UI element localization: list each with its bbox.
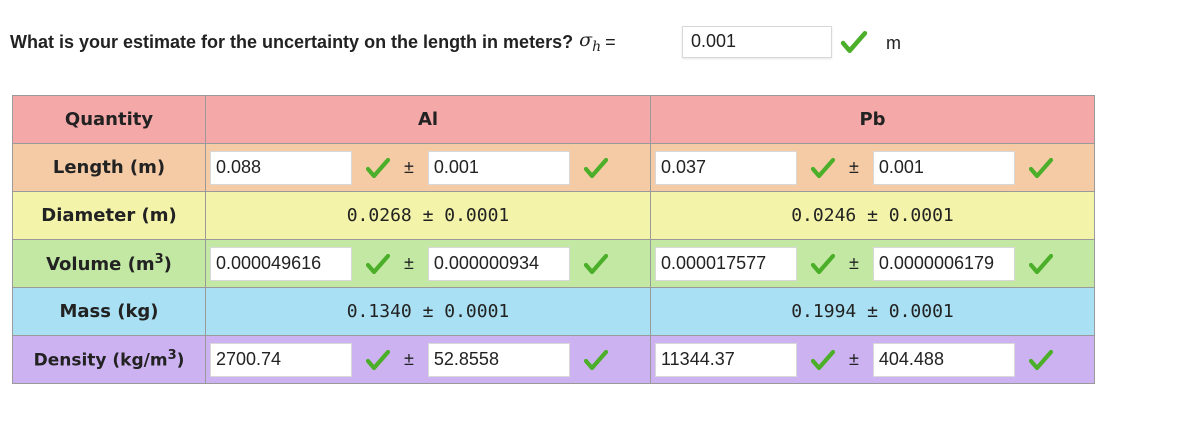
results-table [12, 95, 1095, 384]
pb-length-uncertainty-input[interactable]: 0.001 [873, 151, 1015, 185]
unit-label: m [886, 33, 901, 53]
check-icon [366, 157, 390, 179]
diameter-label: Diameter (m) [13, 192, 206, 240]
check-icon [811, 253, 835, 275]
volume-row [13, 240, 1095, 288]
al-length-uncertainty-input[interactable]: 0.001 [428, 151, 570, 185]
volume-label: Volume $(m^3)$ [13, 240, 206, 288]
al-density-input[interactable]: 2700.74 [210, 343, 352, 377]
plus-minus: ± [849, 157, 859, 177]
density-row [13, 336, 1095, 384]
al-diameter-value: 0.0268 ± 0.0001 [206, 192, 651, 240]
pb-diameter-value: 0.0246 ± 0.0001 [651, 192, 1095, 240]
al-volume-uncertainty-input[interactable]: 0.000000934 [428, 247, 570, 281]
check-icon [840, 30, 868, 54]
check-icon [584, 349, 608, 371]
check-icon [1029, 349, 1053, 371]
pb-density-uncertainty-input[interactable]: 404.488 [873, 343, 1015, 377]
plus-minus: ± [849, 349, 859, 369]
length-row [13, 144, 1095, 192]
pb-mass-value: 0.1994 ± 0.0001 [651, 288, 1095, 336]
mass-label: Mass (kg) [13, 288, 206, 336]
al-density-uncertainty-input[interactable]: 52.8558 [428, 343, 570, 377]
header-row [13, 96, 1095, 144]
plus-minus: ± [849, 253, 859, 273]
check-icon [1029, 157, 1053, 179]
check-icon [811, 157, 835, 179]
density-label: Density $(kg/m^3)$ [13, 336, 206, 384]
header-quantity: Quantity [13, 96, 206, 144]
mass-row [13, 288, 1095, 336]
pb-density-input[interactable]: 11344.37 [655, 343, 797, 377]
question-text: What is your estimate for the uncertainty on the length in meters? [10, 31, 574, 52]
uncertainty-length-input[interactable]: 0.001 [682, 26, 832, 58]
check-icon [366, 349, 390, 371]
header-al: Al [206, 96, 651, 144]
check-icon [584, 253, 608, 275]
al-mass-value: 0.1340 ± 0.0001 [206, 288, 651, 336]
pb-length-input[interactable]: 0.037 [655, 151, 797, 185]
sigma-symbol: $\sigma_h$ [579, 29, 602, 55]
question-row [10, 22, 620, 62]
plus-minus: ± [404, 253, 414, 273]
check-icon [811, 349, 835, 371]
diameter-row [13, 192, 1095, 240]
al-length-input[interactable]: 0.088 [210, 151, 352, 185]
pb-volume-uncertainty-input[interactable]: 0.0000006179 [873, 247, 1015, 281]
al-volume-input[interactable]: 0.000049616 [210, 247, 352, 281]
header-pb: Pb [651, 96, 1095, 144]
check-icon [584, 157, 608, 179]
plus-minus: ± [404, 157, 414, 177]
check-icon [366, 253, 390, 275]
plus-minus: ± [404, 349, 414, 369]
pb-volume-input[interactable]: 0.000017577 [655, 247, 797, 281]
equals-sign: = [605, 31, 616, 52]
length-label: Length (m) [13, 144, 206, 192]
check-icon [1029, 253, 1053, 275]
